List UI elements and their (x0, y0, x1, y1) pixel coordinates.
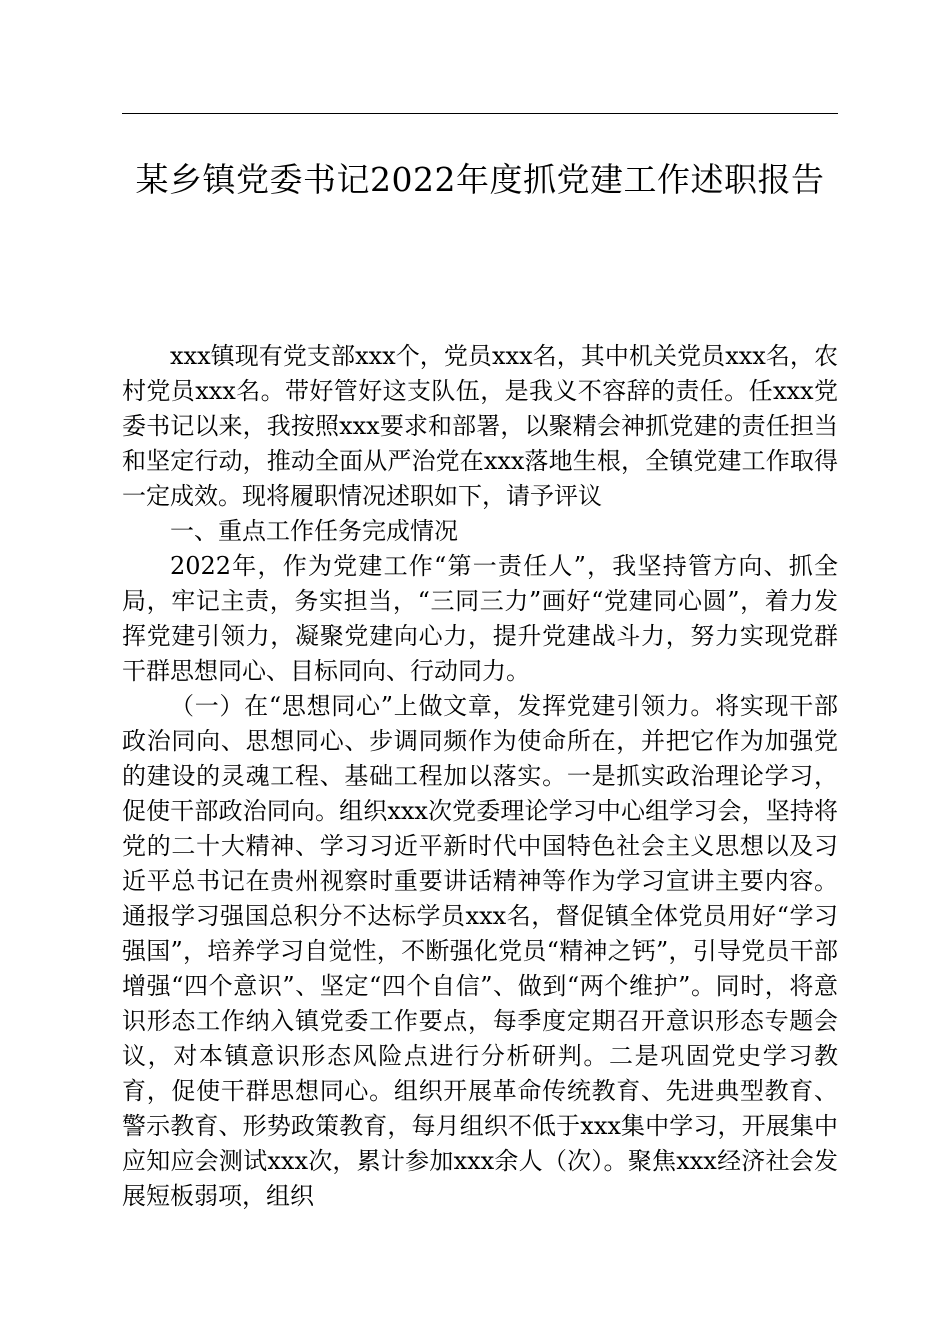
document-title: 某乡镇党委书记2022年度抓党建工作述职报告 (135, 160, 825, 199)
subsection-paragraph: （一）在“思想同心”上做文章，发挥党建引领力。将实现干部政治同向、思想同心、步调同频作为使命所在，并把它作为加强党的建设的灵魂工程、基础工程加以落实。一是抓实政治理论学习，促使干部政治同向。组织xxx次党委理论学习中心组学习会，坚持将党的二十大精神、学习习近平新时代中国特色社会主义思想以及习近平总书记在贵州视察时重要讲话精神等作为学习宣讲主要内容。通报学习强国总积分不达标学员xxx名，督促镇全体党员用好“学习强国”，培养学习自觉性，不断强化党员“精神之钙”，引导党员干部增强“四个意识”、坚定“四个自信”、做到“两个维护”。同时，将意识形态工作纳入镇党委工作要点，每季度定期召开意识形态专题会议，对本镇意识形态风险点进行分析研判。二是巩固党史学习教育，促使干群思想同心。组织开展革命传统教育、先进典型教育、警示教育、形势政策教育，每月组织不低于xxx集中学习，开展集中应知应会测试xxx次，累计参加xxx余人（次）。聚焦xxx经济社会发展短板弱项，组织 (122, 692, 838, 1210)
document-body (122, 339, 838, 1214)
intro-paragraph: xxx镇现有党支部xxx个，党员xxx名，其中机关党员xxx名，农村党员xxx名。带好管好这支队伍，是我义不容辞的责任。任xxx党委书记以来，我按照xxx要求和部署，以聚精会神抓党建的责任担当和坚定行动，推动全面从严治党在xxx落地生根，全镇党建工作取得一定成效。现将履职情况述职如下，请予评议 (122, 342, 838, 510)
section-heading: 一、重点工作任务完成情况 (170, 517, 458, 545)
header-rule (122, 113, 838, 114)
summary-paragraph: 2022年，作为党建工作“第一责任人”，我坚持管方向、抓全局，牢记主责，务实担当，“三同三力”画好“党建同心圆”，着力发挥党建引领力，凝聚党建向心力，提升党建战斗力，努力实现党群干群思想同心、目标同向、行动同力。 (122, 552, 838, 685)
